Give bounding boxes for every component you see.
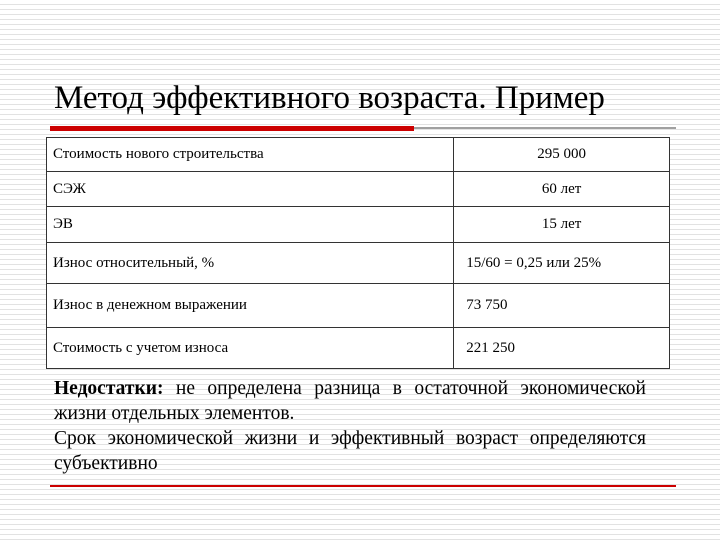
- notes-heading: Недостатки:: [54, 378, 164, 399]
- table-row: [47, 138, 670, 172]
- row-label: СЭЖ: [47, 172, 454, 207]
- notes-paragraph-2: Срок экономической жизни и эффективный возраст определяются субъективно: [54, 428, 646, 474]
- table-row: [47, 207, 670, 243]
- slide-title: Метод эффективного возраста. Пример: [54, 80, 605, 116]
- bottom-accent-rule: [50, 485, 360, 487]
- row-value: 60 лет: [454, 172, 670, 207]
- row-label: Износ в денежном выражении: [47, 284, 454, 328]
- row-value: 295 000: [454, 138, 670, 172]
- table-row: [47, 243, 670, 284]
- notes-paragraph-1: [54, 376, 646, 426]
- row-label: Стоимость нового строительства: [47, 138, 454, 172]
- notes-text-1: не определена разница в остаточной экономической жизни отдельных элементов.: [54, 378, 646, 424]
- bottom-rule: [360, 485, 676, 487]
- table-row: [47, 284, 670, 328]
- row-label: Износ относительный, %: [47, 243, 454, 284]
- row-label: Стоимость с учетом износа: [47, 328, 454, 369]
- row-value: 221 250: [454, 328, 670, 369]
- row-label: ЭВ: [47, 207, 454, 243]
- row-value: 73 750: [454, 284, 670, 328]
- notes-block: [54, 376, 646, 476]
- calculation-table: [46, 137, 670, 369]
- table-row: [47, 172, 670, 207]
- row-value: 15 лет: [454, 207, 670, 243]
- title-accent-rule: [50, 126, 414, 131]
- title-gray-rule: [414, 127, 676, 129]
- row-value: 15/60 = 0,25 или 25%: [454, 243, 670, 284]
- table-row: [47, 328, 670, 369]
